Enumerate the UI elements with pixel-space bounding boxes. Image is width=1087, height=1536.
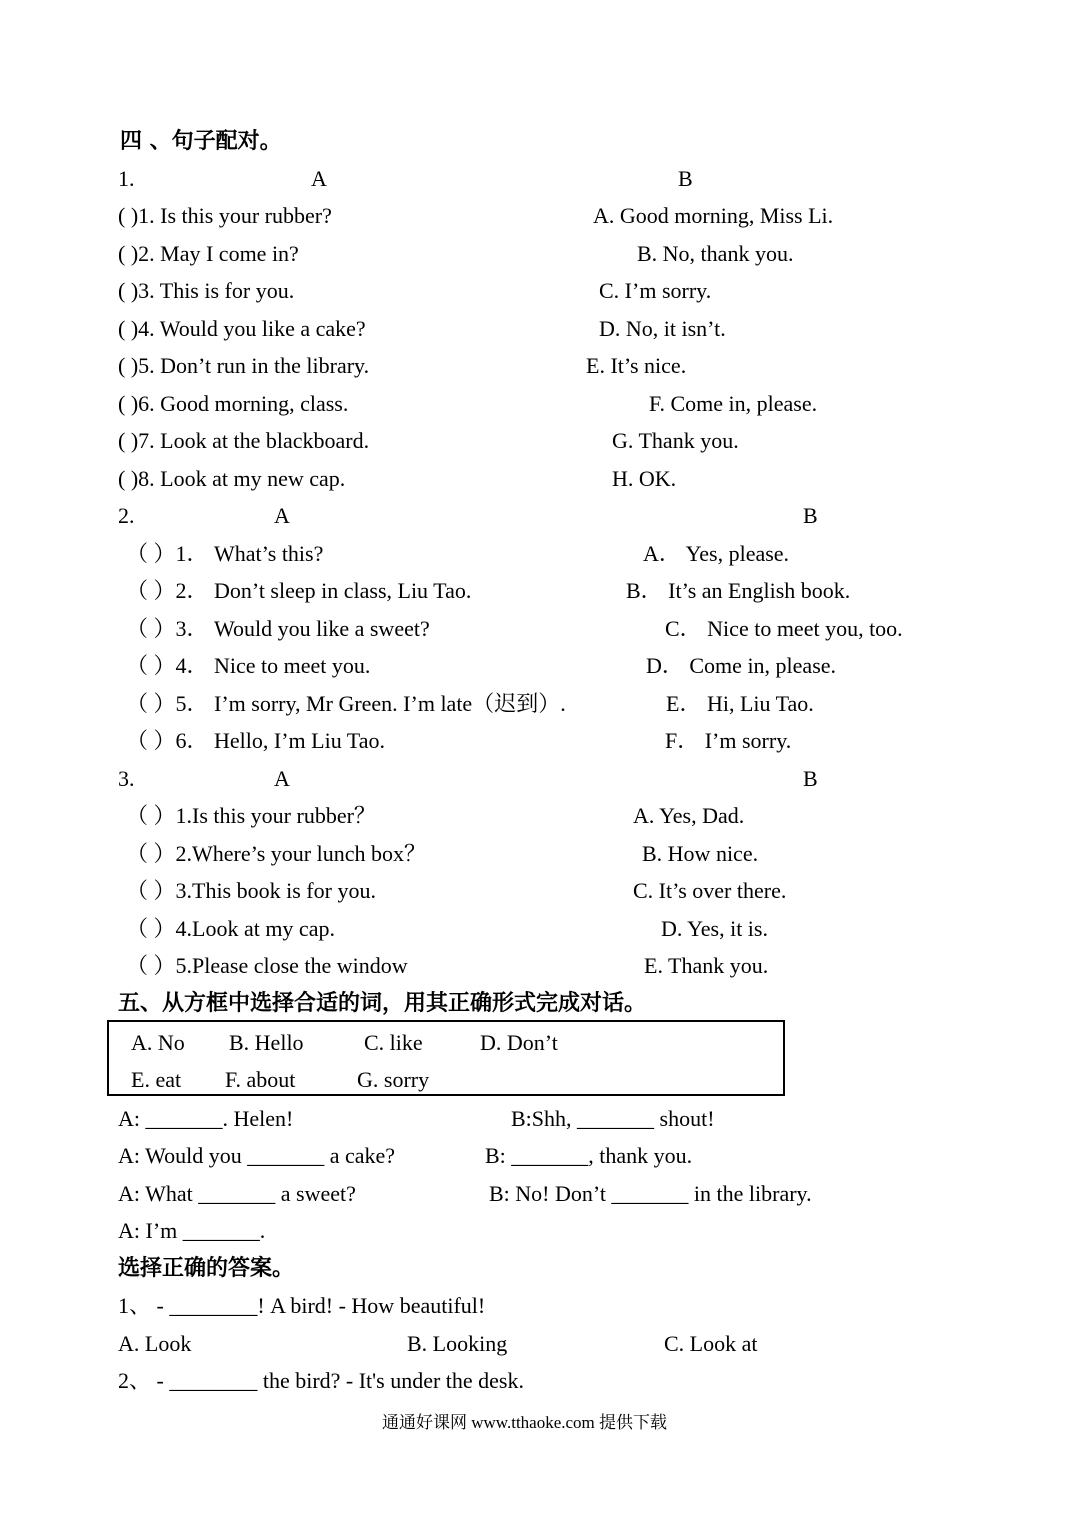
section-6-heading: 选择正确的答案。 [118, 1255, 295, 1281]
g1-question: ( )1. Is this your rubber? [118, 203, 332, 228]
group-1-col-b: B [678, 166, 693, 191]
g1-answer: G. Thank you. [612, 428, 739, 453]
word-bank-option: B. Hello [229, 1030, 304, 1055]
g2-question: （ ）6． Hello, I’m Liu Tao. [126, 728, 385, 753]
dialog-line: A: _______. Helen! [118, 1106, 294, 1131]
g2-answer: F． I’m sorry. [665, 728, 792, 753]
g1-question: ( )8. Look at my new cap. [118, 466, 346, 491]
group-2-col-b: B [803, 503, 818, 528]
dialog-line: A: I’m _______. [118, 1218, 266, 1243]
g3-question: （ ）2.Where’s your lunch box？ [126, 841, 426, 866]
g2-answer: D． Come in, please. [646, 653, 837, 678]
g3-question: （ ）1.Is this your rubber？ [126, 803, 376, 828]
g1-question: ( )7. Look at the blackboard. [118, 428, 370, 453]
word-bank-option: E. eat [131, 1067, 182, 1092]
g1-question: ( )5. Don’t run in the library. [118, 353, 370, 378]
g1-answer: B. No, thank you. [637, 241, 794, 266]
g2-question: （ ）1． What’s this? [126, 541, 324, 566]
g2-question: （ ）4． Nice to meet you. [126, 653, 371, 678]
word-bank-box [107, 1020, 785, 1096]
g2-answer: B． It’s an English book. [626, 578, 851, 603]
g1-question: ( )2. May I come in? [118, 241, 299, 266]
g3-answer: D. Yes, it is. [661, 916, 768, 941]
g3-answer: B. How nice. [642, 841, 759, 866]
page-footer: 通通好课网 www.tthaoke.com 提供下载 [382, 1413, 668, 1432]
g3-answer: A. Yes, Dad. [633, 803, 745, 828]
group-1-number: 1. [118, 166, 135, 191]
group-1-col-a: A [311, 166, 327, 191]
g3-question: （ ）3.This book is for you. [126, 878, 376, 903]
choice-option: B. Looking [407, 1331, 508, 1356]
g3-question: （ ）5.Please close the window [126, 953, 408, 978]
g1-answer: E. It’s nice. [586, 353, 687, 378]
group-2-number: 2. [118, 503, 135, 528]
choice-option: C. Look at [664, 1331, 758, 1356]
g1-question: ( )3. This is for you. [118, 278, 295, 303]
g2-answer: C． Nice to meet you, too. [665, 616, 903, 641]
g3-answer: C. It’s over there. [633, 878, 787, 903]
dialog-line: B:Shh, _______ shout! [511, 1106, 715, 1131]
section-4-heading: 四 、句子配对。 [120, 128, 282, 154]
group-2-col-a: A [274, 503, 290, 528]
g1-question: ( )4. Would you like a cake? [118, 316, 366, 341]
dialog-line: B: _______, thank you. [485, 1143, 693, 1168]
g1-answer: C. I’m sorry. [599, 278, 712, 303]
choice-question-2: 2、 - ________ the bird? - It's under the desk. [118, 1368, 524, 1393]
g1-answer: H. OK. [612, 466, 677, 491]
group-3-col-b: B [803, 766, 818, 791]
group-3-number: 3. [118, 766, 135, 791]
g3-answer: E. Thank you. [644, 953, 769, 978]
g2-answer: E． Hi, Liu Tao. [666, 691, 814, 716]
word-bank-option: C. like [364, 1030, 423, 1055]
g1-question: ( )6. Good morning, class. [118, 391, 349, 416]
dialog-line: A: Would you _______ a cake? [118, 1143, 396, 1168]
g2-question: （ ）2． Don’t sleep in class, Liu Tao. [126, 578, 472, 603]
word-bank-option: A. No [131, 1030, 185, 1055]
dialog-line: A: What _______ a sweet? [118, 1181, 356, 1206]
choice-option: A. Look [118, 1331, 192, 1356]
g2-question: （ ）5． I’m sorry, Mr Green. I’m late（迟到）. [126, 691, 566, 716]
section-5-heading: 五、从方框中选择合适的词，用其正确形式完成对话。 [118, 990, 647, 1016]
dialog-line: B: No! Don’t _______ in the library. [489, 1181, 812, 1206]
g1-answer: D. No, it isn’t. [599, 316, 726, 341]
g1-answer: F. Come in, please. [649, 391, 818, 416]
g1-answer: A. Good morning, Miss Li. [593, 203, 834, 228]
group-3-col-a: A [274, 766, 290, 791]
choice-question-1: 1、 - ________! A bird! - How beautiful! [118, 1293, 486, 1318]
g2-answer: A． Yes, please. [643, 541, 790, 566]
word-bank-option: F. about [225, 1067, 296, 1092]
g2-question: （ ）3． Would you like a sweet? [126, 616, 430, 641]
g3-question: （ ）4.Look at my cap. [126, 916, 335, 941]
word-bank-option: D. Don’t [480, 1030, 558, 1055]
word-bank-option: G. sorry [357, 1067, 430, 1092]
